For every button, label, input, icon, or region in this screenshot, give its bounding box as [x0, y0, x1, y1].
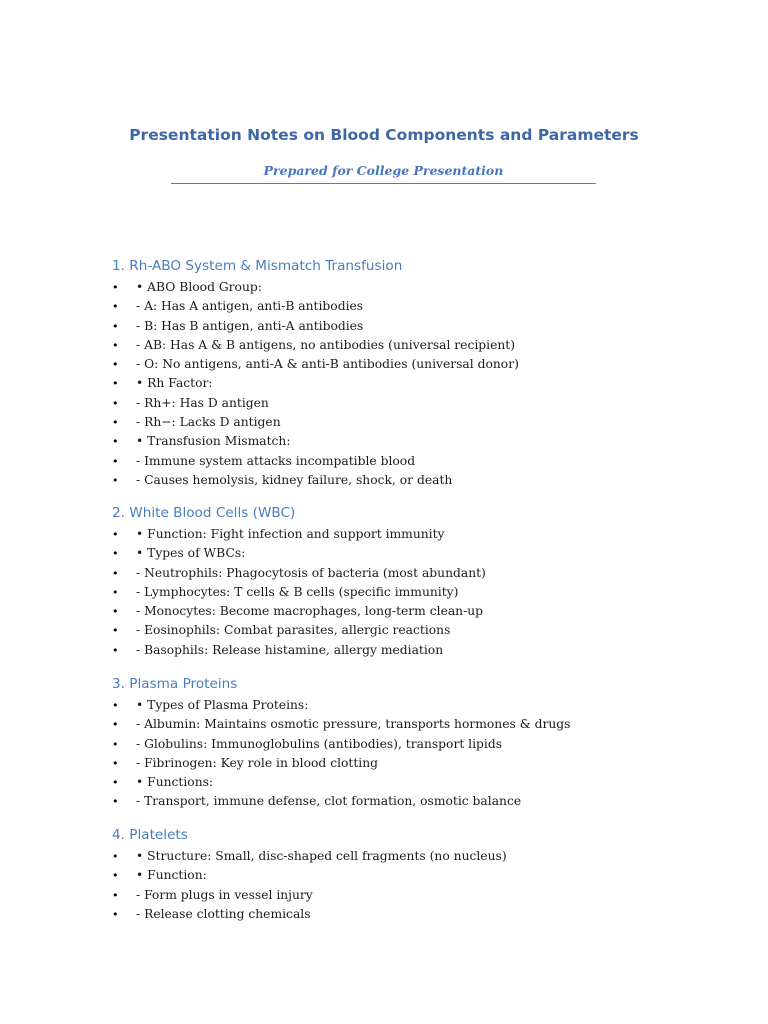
- bullet-icon: •: [112, 699, 119, 712]
- list-item: • - AB: Has A & B antigens, no antibodies (universal recipient): [112, 336, 672, 355]
- bullet-icon: •: [112, 528, 119, 541]
- bullet-icon: •: [112, 585, 119, 599]
- bullet-icon: •: [112, 907, 119, 921]
- list-item: • - Release clotting chemicals: [112, 905, 672, 924]
- bullet-icon: •: [112, 281, 119, 294]
- bullet-icon: •: [112, 377, 119, 391]
- bullet-list: [112, 278, 672, 490]
- bullet-icon: •: [112, 396, 119, 410]
- list-item: • • Types of WBCs:: [112, 544, 672, 563]
- section-plasma-proteins: [112, 675, 672, 812]
- bullet-list: [112, 696, 672, 812]
- bullet-list: [112, 525, 672, 660]
- bullet-icon: •: [112, 300, 119, 314]
- list-item: • - B: Has B antigen, anti-A antibodies: [112, 317, 672, 336]
- section-platelets: [112, 826, 672, 924]
- list-item: • • Rh Factor:: [112, 374, 672, 393]
- list-item: • - Lymphocytes: T cells & B cells (specific immunity): [112, 583, 672, 602]
- document-subtitle: Prepared for College Presentation: [171, 162, 596, 184]
- bullet-icon: •: [112, 547, 119, 561]
- list-item: • • Types of Plasma Proteins:: [112, 696, 672, 715]
- bullet-icon: •: [112, 888, 119, 902]
- bullet-icon: •: [112, 454, 119, 468]
- bullet-icon: •: [112, 566, 119, 580]
- list-item: • - O: No antigens, anti-A & anti-B antibodies (universal donor): [112, 355, 672, 374]
- list-item: • - Immune system attacks incompatible blood: [112, 452, 672, 471]
- section-wbc: [112, 504, 672, 660]
- list-item: • - Basophils: Release histamine, allergy mediation: [112, 641, 672, 660]
- bullet-list: [112, 847, 672, 924]
- document-title: Presentation Notes on Blood Components and Parameters: [129, 126, 639, 144]
- bullet-icon: •: [112, 643, 119, 657]
- list-item: • - Eosinophils: Combat parasites, allergic reactions: [112, 621, 672, 640]
- bullet-icon: •: [112, 756, 119, 770]
- bullet-icon: •: [112, 605, 119, 619]
- list-item: • • Transfusion Mismatch:: [112, 432, 672, 451]
- bullet-icon: •: [112, 718, 119, 732]
- list-item: • • Function:: [112, 866, 672, 885]
- list-item: • - Rh−: Lacks D antigen: [112, 413, 672, 432]
- bullet-icon: •: [112, 776, 119, 790]
- bullet-icon: •: [112, 358, 119, 372]
- list-item: • • Functions:: [112, 773, 672, 792]
- bullet-icon: •: [112, 435, 119, 449]
- list-item: • - Transport, immune defense, clot formation, osmotic balance: [112, 792, 672, 811]
- list-item: • • Function: Fight infection and support immunity: [112, 525, 672, 544]
- bullet-icon: •: [112, 869, 119, 883]
- list-item: • - Rh+: Has D antigen: [112, 394, 672, 413]
- bullet-icon: •: [112, 624, 119, 638]
- bullet-icon: •: [112, 737, 119, 751]
- section-heading: 2. White Blood Cells (WBC): [112, 505, 296, 521]
- list-item: • • Structure: Small, disc-shaped cell fragments (no nucleus): [112, 847, 672, 866]
- bullet-icon: •: [112, 319, 119, 333]
- section-heading: 1. Rh-ABO System & Mismatch Transfusion: [112, 258, 403, 274]
- list-item: • - Fibrinogen: Key role in blood clotting: [112, 754, 672, 773]
- section-heading: 3. Plasma Proteins: [112, 676, 238, 692]
- bullet-icon: •: [112, 850, 119, 863]
- list-item: • - Causes hemolysis, kidney failure, shock, or death: [112, 471, 672, 490]
- bullet-icon: •: [112, 338, 119, 352]
- list-item: • - Monocytes: Become macrophages, long-term clean-up: [112, 602, 672, 621]
- list-item: • • ABO Blood Group:: [112, 278, 672, 297]
- list-item: • - A: Has A antigen, anti-B antibodies: [112, 297, 672, 316]
- list-item: • - Neutrophils: Phagocytosis of bacteria (most abundant): [112, 564, 672, 583]
- list-item: • - Globulins: Immunoglobulins (antibodies), transport lipids: [112, 735, 672, 754]
- bullet-icon: •: [112, 416, 119, 430]
- list-item: • - Form plugs in vessel injury: [112, 886, 672, 905]
- section-rh-abo: [112, 257, 672, 490]
- bullet-icon: •: [112, 795, 119, 809]
- list-item: • - Albumin: Maintains osmotic pressure, transports hormones & drugs: [112, 715, 672, 734]
- bullet-icon: •: [112, 473, 119, 487]
- section-heading: 4. Platelets: [112, 827, 188, 843]
